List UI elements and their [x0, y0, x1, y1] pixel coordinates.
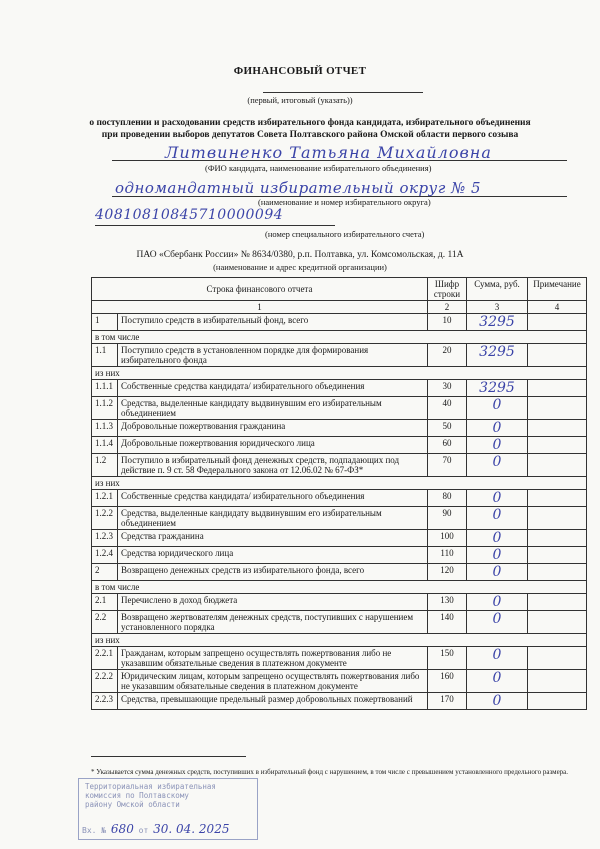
account-caption: (номер специального избирательного счета) [265, 229, 425, 239]
index-3: 3 [467, 301, 528, 314]
row-label: Собственные средства кандидата/ избирательного объединения [118, 490, 428, 507]
table-section-row [92, 581, 587, 594]
row-number: 1.2.2 [92, 507, 118, 530]
table-row [92, 547, 587, 564]
row-number: 1 [92, 314, 118, 331]
row-note [528, 611, 587, 634]
row-number: 2.2.1 [92, 647, 118, 670]
table-row [92, 594, 587, 611]
table-row [92, 437, 587, 454]
report-type-caption: (первый, итоговый (указать)) [247, 95, 353, 105]
row-code: 110 [428, 547, 467, 564]
row-number: 2.2.3 [92, 693, 118, 710]
row-code: 130 [428, 594, 467, 611]
row-sum: 0 [467, 564, 528, 581]
row-label: Поступило средств в установленном порядке для формирования избирательного фонда [118, 344, 428, 367]
row-note [528, 547, 587, 564]
row-number: 2.2 [92, 611, 118, 634]
table-row [92, 397, 587, 420]
table-header-row [92, 278, 587, 301]
row-number: 1.2 [92, 454, 118, 477]
row-label: Добровольные пожертвования юридического лица [118, 437, 428, 454]
header-code: Шифр строки [428, 278, 467, 301]
reg-number: 680 [110, 822, 134, 836]
index-2: 2 [428, 301, 467, 314]
row-label: Поступило в избирательный фонд денежных средств, подпадающих под действие п. 9 ст. 58 Федерального закона от 12.06.02 № 67-ФЗ* [118, 454, 428, 477]
row-sum: 0 [467, 611, 528, 634]
row-sum: 0 [467, 670, 528, 693]
table-section-row [92, 367, 587, 380]
row-label: Средства, превышающие предельный размер добровольных пожертвований [118, 693, 428, 710]
row-label: Гражданам, которым запрещено осуществлять пожертвования либо не указавшим обязательные сведения в платежном документе [118, 647, 428, 670]
report-title: ФИНАНСОВЫЙ ОТЧЕТ [233, 65, 367, 77]
row-note [528, 670, 587, 693]
stamp-line-3: району Омской области [85, 800, 180, 809]
row-code: 120 [428, 564, 467, 581]
row-number: 1.1.4 [92, 437, 118, 454]
row-number: 1.2.1 [92, 490, 118, 507]
row-code: 160 [428, 670, 467, 693]
row-sum: 0 [467, 420, 528, 437]
index-1: 1 [92, 301, 428, 314]
reg-date-prefix: от [138, 826, 149, 835]
row-note [528, 397, 587, 420]
report-type-line [263, 92, 423, 93]
row-code: 80 [428, 490, 467, 507]
table-row [92, 611, 587, 634]
row-code: 10 [428, 314, 467, 331]
row-number: 1.2.3 [92, 530, 118, 547]
row-sum: 0 [467, 594, 528, 611]
row-note [528, 693, 587, 710]
table-row [92, 693, 587, 710]
table-row [92, 314, 587, 331]
account-number: 40810810845710000094 [95, 207, 284, 223]
table-section-row [92, 331, 587, 344]
row-code: 100 [428, 530, 467, 547]
stamp-line-1: Территориальная избирательная [85, 782, 216, 791]
section-label: из них [92, 367, 587, 380]
table-row [92, 647, 587, 670]
row-label: Средства, выделенные кандидату выдвинувшим его избирательным объединением [118, 397, 428, 420]
row-sum: 0 [467, 490, 528, 507]
row-code: 30 [428, 380, 467, 397]
table-row [92, 490, 587, 507]
row-code: 50 [428, 420, 467, 437]
row-sum: 0 [467, 507, 528, 530]
row-number: 1.1.1 [92, 380, 118, 397]
row-label: Средства юридического лица [118, 547, 428, 564]
row-note [528, 647, 587, 670]
row-code: 40 [428, 397, 467, 420]
row-number: 2 [92, 564, 118, 581]
row-note [528, 314, 587, 331]
table-section-row [92, 477, 587, 490]
subtitle-line-1: о поступлении и расходовании средств избирательного фонда кандидата, избирательного объединения [89, 118, 531, 128]
row-sum: 0 [467, 530, 528, 547]
table-section-row [92, 634, 587, 647]
row-sum: 3295 [467, 314, 528, 331]
row-note [528, 454, 587, 477]
reg-date: 30. 04. 2025 [153, 822, 230, 836]
row-label: Юридическим лицам, которым запрещено осуществлять пожертвования либо не указавшим обязательные сведения в платежном документе [118, 670, 428, 693]
section-label: в том числе [92, 331, 587, 344]
footnote-separator [91, 756, 246, 757]
row-code: 140 [428, 611, 467, 634]
row-sum: 3295 [467, 380, 528, 397]
section-label: из них [92, 477, 587, 490]
row-note [528, 437, 587, 454]
district-caption: (наименование и номер избирательного округа) [258, 197, 431, 207]
row-note [528, 564, 587, 581]
row-note [528, 507, 587, 530]
table-row [92, 530, 587, 547]
row-label: Возвращено жертвователям денежных средств, поступивших с нарушением установленного порядка [118, 611, 428, 634]
row-sum: 0 [467, 397, 528, 420]
row-number: 1.2.4 [92, 547, 118, 564]
table-row [92, 454, 587, 477]
bank-caption: (наименование и адрес кредитной организации) [213, 262, 387, 272]
report-subtitle [30, 117, 590, 141]
row-label: Поступило средств в избирательный фонд, всего [118, 314, 428, 331]
table-row [92, 670, 587, 693]
table-row [92, 344, 587, 367]
row-sum: 0 [467, 547, 528, 564]
header-report-line: Строка финансового отчета [92, 278, 428, 301]
section-label: в том числе [92, 581, 587, 594]
candidate-caption: (ФИО кандидата, наименование избирательного объединения) [205, 163, 432, 173]
section-label: из них [92, 634, 587, 647]
account-line [95, 225, 335, 226]
table-row [92, 507, 587, 530]
reg-prefix: Вх. № [82, 826, 107, 835]
candidate-line [112, 160, 567, 161]
table-row [92, 380, 587, 397]
row-code: 70 [428, 454, 467, 477]
row-note [528, 380, 587, 397]
row-number: 2.2.2 [92, 670, 118, 693]
bank-name: ПАО «Сбербанк России» № 8634/0380, р.п. Полтавка, ул. Комсомольская, д. 11А [136, 250, 464, 260]
row-code: 170 [428, 693, 467, 710]
row-label: Возвращено денежных средств из избирательного фонда, всего [118, 564, 428, 581]
table-index-row [92, 301, 587, 314]
row-number: 1.1 [92, 344, 118, 367]
row-sum: 0 [467, 437, 528, 454]
row-code: 60 [428, 437, 467, 454]
row-label: Средства, выделенные кандидату выдвинувшим его избирательным объединением [118, 507, 428, 530]
row-note [528, 490, 587, 507]
stamp-line-2: комиссия по Полтавскому [85, 791, 189, 800]
row-note [528, 594, 587, 611]
header-note: Примечание [528, 278, 587, 301]
stamp-registration [82, 822, 229, 836]
row-label: Средства гражданина [118, 530, 428, 547]
district-name: одномандатный избирательный округ № 5 [115, 179, 482, 197]
index-4: 4 [528, 301, 587, 314]
row-sum: 0 [467, 454, 528, 477]
candidate-name: Литвиненко Татьяна Михайловна [165, 143, 492, 162]
row-code: 20 [428, 344, 467, 367]
header-sum: Сумма, руб. [467, 278, 528, 301]
row-number: 1.1.3 [92, 420, 118, 437]
row-sum: 0 [467, 693, 528, 710]
row-code: 90 [428, 507, 467, 530]
table-row [92, 564, 587, 581]
row-sum: 3295 [467, 344, 528, 367]
financial-report-table [91, 277, 587, 710]
row-number: 2.1 [92, 594, 118, 611]
row-label: Добровольные пожертвования гражданина [118, 420, 428, 437]
footnote: * Указывается сумма денежных средств, поступивших в избирательный фонд с нарушением, в том числе с превышением установленного предельного размера. [91, 768, 569, 776]
table-row [92, 420, 587, 437]
row-note [528, 420, 587, 437]
row-note [528, 344, 587, 367]
row-note [528, 530, 587, 547]
row-code: 150 [428, 647, 467, 670]
row-label: Собственные средства кандидата/ избирательного объединения [118, 380, 428, 397]
subtitle-line-2: при проведении выборов депутатов Совета Полтавского района Омской области первого созыва [101, 130, 519, 140]
row-sum: 0 [467, 647, 528, 670]
row-number: 1.1.2 [92, 397, 118, 420]
row-label: Перечислено в доход бюджета [118, 594, 428, 611]
